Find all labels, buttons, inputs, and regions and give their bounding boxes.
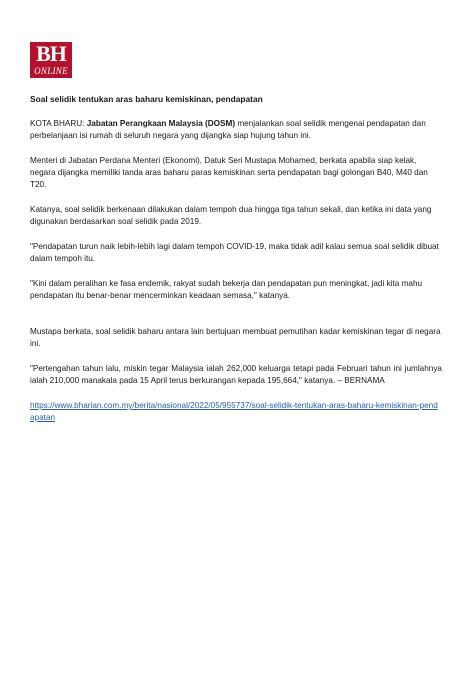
agency-name: Jabatan Perangkaan Malaysia (DOSM) [86,119,236,128]
paragraph-1-rest: menjalankan soal selidik mengenai pendapatan dan perbelanjaan isi rumah di seluruh negara yang dijangka siap hujung tahun ini. [30,119,426,140]
logo-bh-text: BH [36,42,66,66]
logo-online-text: ONLINE [34,66,68,76]
paragraph-4: "Pendapatan turun naik lebih-lebih lagi dalam tempoh COVID-19, maka tidak adil kalau semua soal selidik dibuat dalam tempoh itu. [30,242,439,263]
article-body [30,93,442,424]
paragraph-7: "Pertengahan tahun lalu, miskin tegar Malaysia ialah 262,000 keluarga tetapi pada Februari tahun ini jumlahnya ialah 210,000 manakala pada 15 April terus berkurangan kepada 195,664," katanya. – BERNAMA [30,364,442,385]
dateline: KOTA BHARU: [30,119,87,128]
paragraph-6: Mustapa berkata, soal selidik baharu antara lain bertujuan membuat pemutihan kadar kemiskinan tegar di negara ini. [30,327,441,348]
bh-online-logo [30,42,72,78]
paragraph-3: Katanya, soal selidik berkenaan dilakukan dalam tempoh dua hingga tiga tahun sekali, dan ketika ini data yang digunakan berdasarkan soal selidik pada 2019. [30,205,432,226]
paragraph-2: Menteri di Jabatan Perdana Menteri (Ekonomi), Datuk Seri Mustapa Mohamed, berkata apabila siap kelak, negara dijangka memiliki tanda aras baharu paras kemiskinan serta pendapatan bagi golongan B40, M40 dan T20. [30,156,428,189]
article-title: Soal selidik tentukan aras baharu kemiskinan, pendapatan [30,94,263,104]
source-link[interactable]: https://www.bharian.com.my/berita/nasional/2022/05/955737/soal-selidik-tentukan-aras-baharu-kemiskinan-pendapatan [30,401,438,422]
paragraph-1 [30,118,442,142]
paragraph-5: "Kini dalam peralihan ke fasa endemik, rakyat sudah bekerja dan pendapatan pun meningkat, jadi kita mahu pendapatan itu benar-benar mencerminkan keadaan semasa," katanya. [30,279,423,300]
